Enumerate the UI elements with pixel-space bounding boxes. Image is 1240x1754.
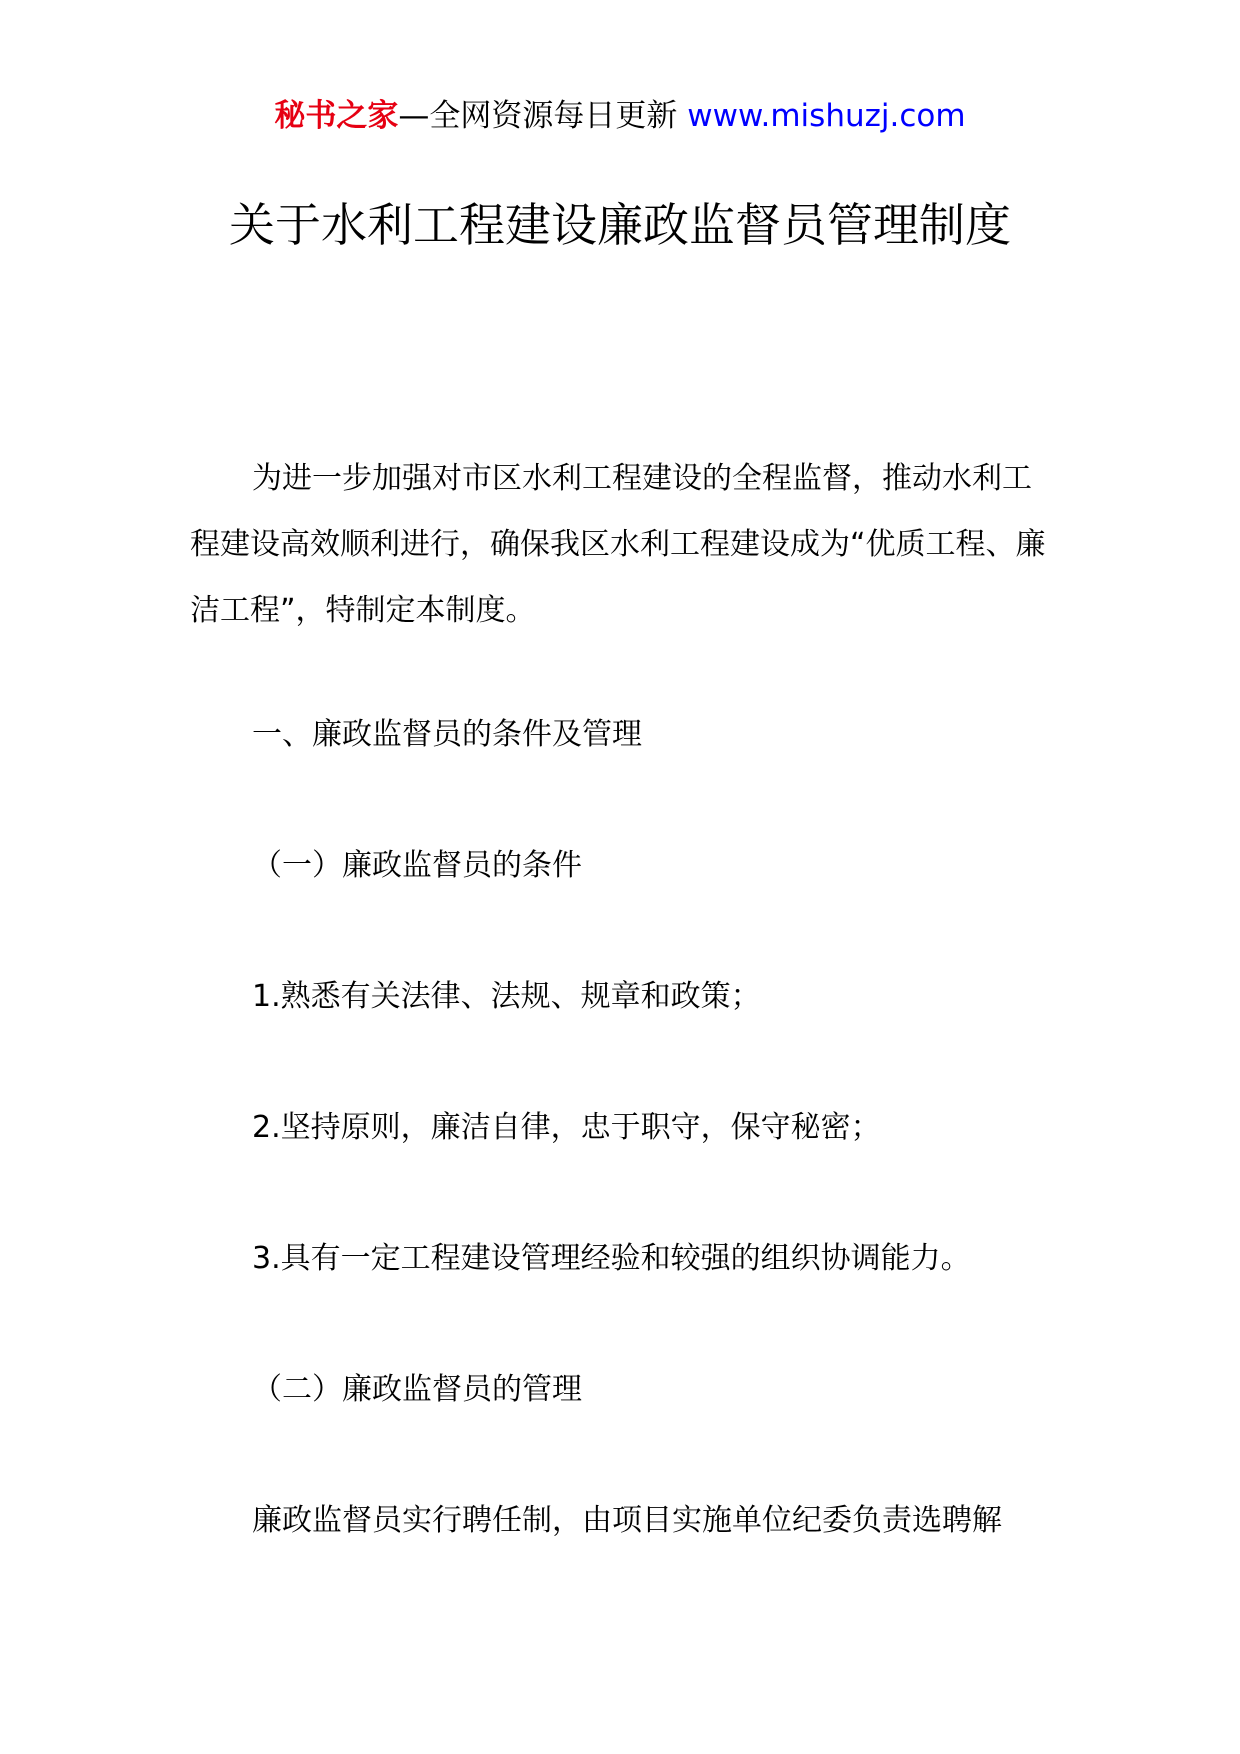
subsection-1-heading: （一）廉政监督员的条件 bbox=[252, 848, 582, 883]
site-url-link[interactable]: www.mishuzj.com bbox=[687, 98, 966, 134]
section-1-heading: 一、廉政监督员的条件及管理 bbox=[252, 717, 642, 752]
brand-name: 秘书之家 bbox=[274, 98, 399, 134]
condition-item-1: 1.熟悉有关法律、法规、规章和政策； bbox=[252, 979, 761, 1014]
header-banner bbox=[0, 96, 1240, 136]
condition-item-2: 2.坚持原则，廉洁自律，忠于职守，保守秘密； bbox=[252, 1110, 881, 1145]
subsection-2-heading: （二）廉政监督员的管理 bbox=[252, 1372, 582, 1407]
management-paragraph: 廉政监督员实行聘任制，由项目实施单位纪委负责选聘解 bbox=[252, 1503, 1002, 1538]
intro-paragraph: 为进一步加强对市区水利工程建设的全程监督，推动水利工程建设高效顺利进行，确保我区水利工程建设成为“优质工程、廉洁工程”，特制定本制度。 bbox=[190, 461, 1046, 628]
header-tagline: —全网资源每日更新 bbox=[398, 98, 678, 134]
document-title: 关于水利工程建设廉政监督员管理制度 bbox=[229, 198, 1011, 252]
condition-item-3: 3.具有一定工程建设管理经验和较强的组织协调能力。 bbox=[252, 1241, 971, 1276]
